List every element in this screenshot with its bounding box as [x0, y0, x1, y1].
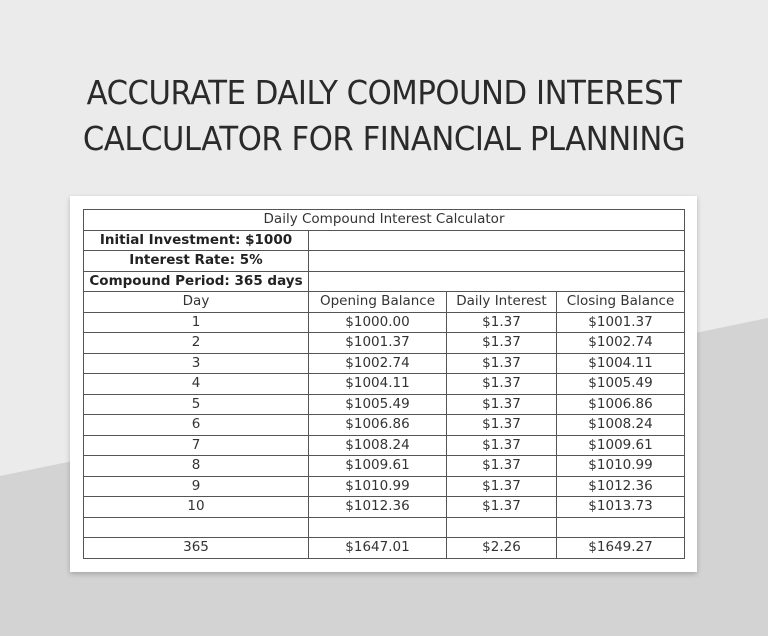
table-row — [84, 394, 685, 415]
daily-interest-cell[interactable]: $1.37 — [447, 415, 557, 436]
closing-balance-cell[interactable]: $1009.61 — [557, 435, 685, 456]
day-cell[interactable]: 7 — [84, 435, 309, 456]
daily-interest-cell[interactable]: $1.37 — [447, 353, 557, 374]
opening-balance-cell[interactable]: $1001.37 — [309, 333, 447, 354]
closing-balance-cell[interactable]: $1002.74 — [557, 333, 685, 354]
header-row — [84, 292, 685, 313]
closing-balance-cell[interactable]: $1006.86 — [557, 394, 685, 415]
closing-balance-cell[interactable]: $1004.11 — [557, 353, 685, 374]
column-header-daily-interest[interactable]: Daily Interest — [447, 292, 557, 313]
spreadsheet-card — [70, 196, 697, 572]
info-row — [84, 251, 685, 272]
column-header-closing-balance[interactable]: Closing Balance — [557, 292, 685, 313]
closing-balance-cell[interactable]: $1005.49 — [557, 374, 685, 395]
info-empty-cell[interactable] — [309, 251, 685, 272]
table-row — [84, 497, 685, 518]
opening-balance-cell[interactable]: $1010.99 — [309, 476, 447, 497]
day-cell[interactable]: 1 — [84, 312, 309, 333]
closing-balance-cell[interactable] — [557, 517, 685, 538]
daily-interest-cell[interactable]: $1.37 — [447, 497, 557, 518]
closing-balance-cell[interactable]: $1001.37 — [557, 312, 685, 333]
info-empty-cell[interactable] — [309, 230, 685, 251]
info-row — [84, 271, 685, 292]
daily-interest-cell[interactable]: $1.37 — [447, 476, 557, 497]
day-cell[interactable]: 2 — [84, 333, 309, 354]
closing-balance-cell[interactable]: $1010.99 — [557, 456, 685, 477]
interest-rate-label[interactable]: Interest Rate: 5% — [84, 251, 309, 272]
day-cell[interactable]: 3 — [84, 353, 309, 374]
table-row — [84, 435, 685, 456]
opening-balance-cell[interactable]: $1004.11 — [309, 374, 447, 395]
day-cell[interactable]: 4 — [84, 374, 309, 395]
page-title — [27, 70, 741, 162]
final-day-row — [84, 538, 685, 559]
opening-balance-cell[interactable]: $1000.00 — [309, 312, 447, 333]
day-cell[interactable]: 9 — [84, 476, 309, 497]
opening-balance-cell[interactable]: $1012.36 — [309, 497, 447, 518]
info-row — [84, 230, 685, 251]
opening-balance-cell[interactable]: $1008.24 — [309, 435, 447, 456]
opening-balance-cell[interactable]: $1009.61 — [309, 456, 447, 477]
opening-balance-cell[interactable]: $1006.86 — [309, 415, 447, 436]
day-cell[interactable]: 10 — [84, 497, 309, 518]
page-title-line-1: ACCURATE DAILY COMPOUND INTEREST — [86, 73, 682, 112]
closing-balance-cell[interactable]: $1008.24 — [557, 415, 685, 436]
day-cell[interactable]: 8 — [84, 456, 309, 477]
table-caption[interactable]: Daily Compound Interest Calculator — [84, 210, 685, 231]
interest-table — [83, 209, 685, 559]
daily-interest-cell[interactable]: $2.26 — [447, 538, 557, 559]
day-cell[interactable]: 5 — [84, 394, 309, 415]
initial-investment-label[interactable]: Initial Investment: $1000 — [84, 230, 309, 251]
table-row — [84, 456, 685, 477]
column-header-opening-balance[interactable]: Opening Balance — [309, 292, 447, 313]
daily-interest-cell[interactable]: $1.37 — [447, 394, 557, 415]
opening-balance-cell[interactable] — [309, 517, 447, 538]
info-empty-cell[interactable] — [309, 271, 685, 292]
daily-interest-cell[interactable]: $1.37 — [447, 456, 557, 477]
blank-row — [84, 517, 685, 538]
day-cell[interactable] — [84, 517, 309, 538]
caption-row — [84, 210, 685, 231]
opening-balance-cell[interactable]: $1002.74 — [309, 353, 447, 374]
page-title-line-2: CALCULATOR FOR FINANCIAL PLANNING — [82, 119, 686, 158]
table-row — [84, 476, 685, 497]
day-cell[interactable]: 6 — [84, 415, 309, 436]
daily-interest-cell[interactable]: $1.37 — [447, 374, 557, 395]
daily-interest-cell[interactable]: $1.37 — [447, 435, 557, 456]
day-cell[interactable]: 365 — [84, 538, 309, 559]
table-row — [84, 353, 685, 374]
daily-interest-cell[interactable]: $1.37 — [447, 333, 557, 354]
table-row — [84, 374, 685, 395]
opening-balance-cell[interactable]: $1647.01 — [309, 538, 447, 559]
table-row — [84, 333, 685, 354]
column-header-day[interactable]: Day — [84, 292, 309, 313]
opening-balance-cell[interactable]: $1005.49 — [309, 394, 447, 415]
closing-balance-cell[interactable]: $1013.73 — [557, 497, 685, 518]
daily-interest-cell[interactable]: $1.37 — [447, 312, 557, 333]
table-row — [84, 415, 685, 436]
table-row — [84, 312, 685, 333]
compound-period-label[interactable]: Compound Period: 365 days — [84, 271, 309, 292]
closing-balance-cell[interactable]: $1649.27 — [557, 538, 685, 559]
closing-balance-cell[interactable]: $1012.36 — [557, 476, 685, 497]
daily-interest-cell[interactable] — [447, 517, 557, 538]
